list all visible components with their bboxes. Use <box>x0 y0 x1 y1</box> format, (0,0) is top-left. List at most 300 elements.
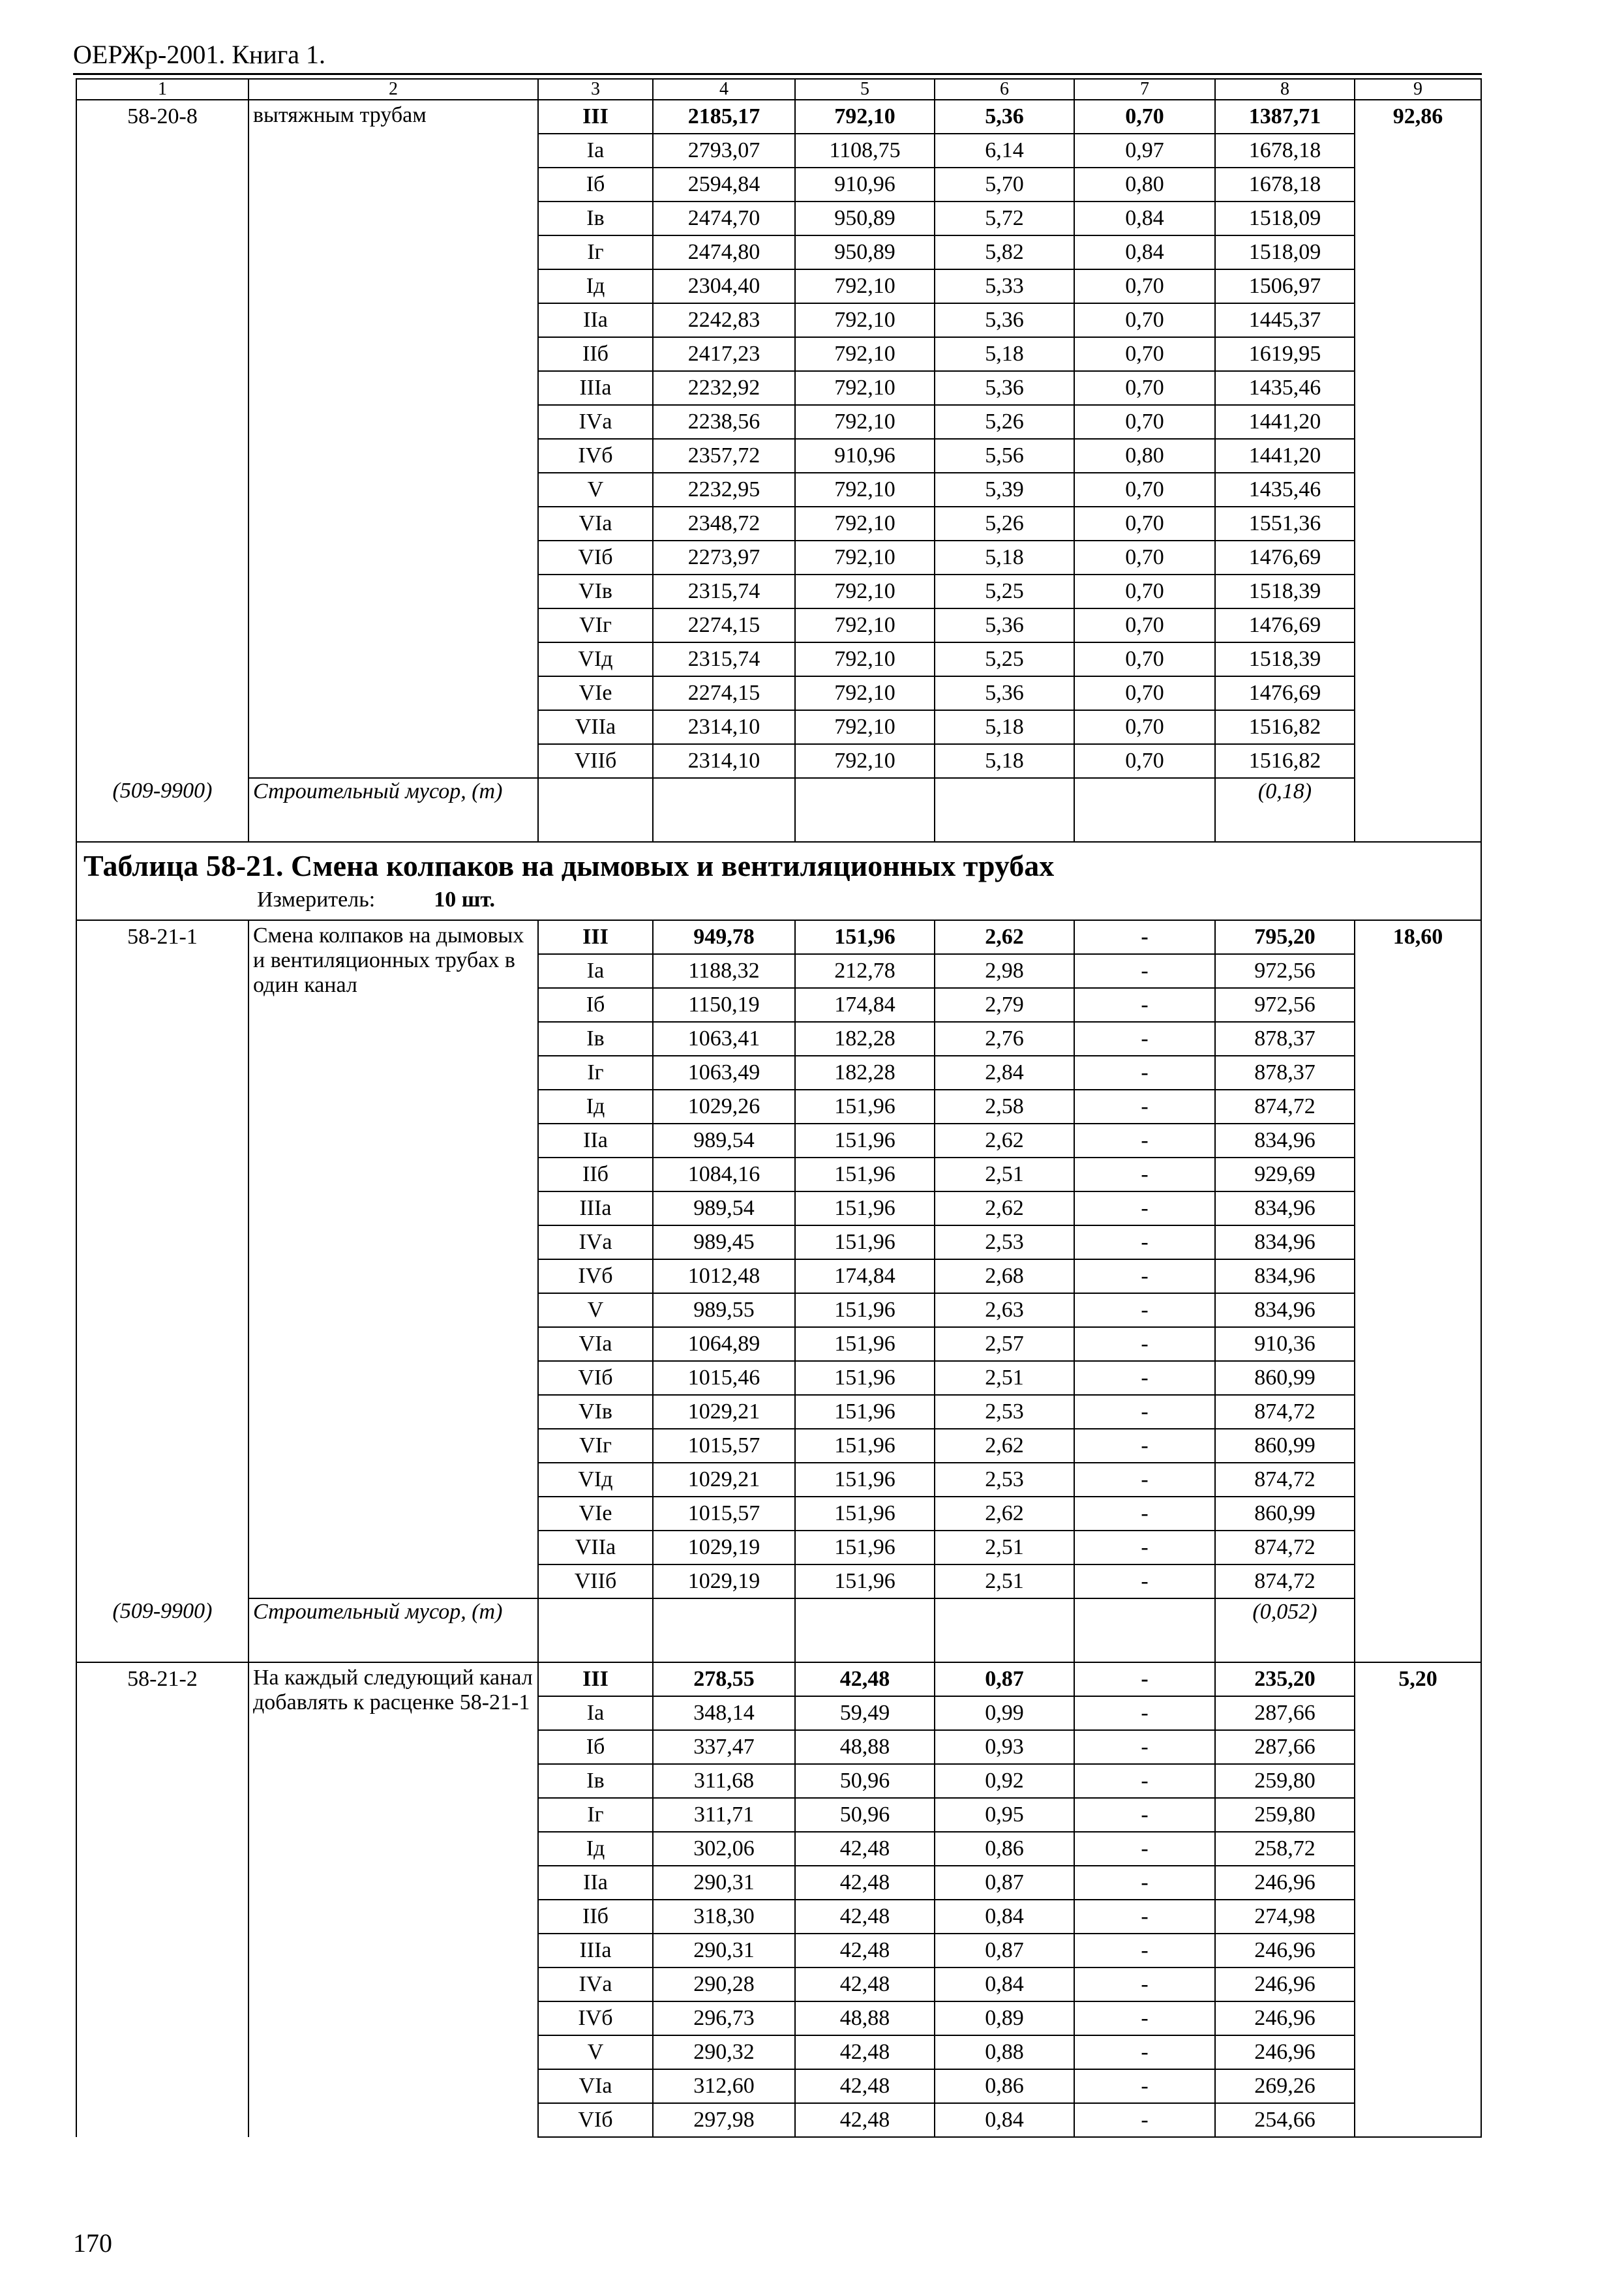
rate-value: 182,28 <box>795 1022 935 1056</box>
debris-row <box>76 778 1481 842</box>
empty-cell <box>653 1598 795 1662</box>
rate-value: 0,70 <box>1074 507 1215 541</box>
rate-value: 1435,46 <box>1215 371 1355 405</box>
rate-value: 1015,46 <box>653 1361 795 1395</box>
rate-value: 0,88 <box>935 2035 1074 2069</box>
rate-value: 1063,49 <box>653 1056 795 1090</box>
rate-value: 5,18 <box>935 541 1074 575</box>
zone-code: III <box>538 1662 653 1696</box>
zone-code: Iа <box>538 134 653 168</box>
rate-value: 2,51 <box>935 1564 1074 1598</box>
rate-value: - <box>1074 1293 1215 1327</box>
rate-value: 1188,32 <box>653 954 795 988</box>
rate-value: 834,96 <box>1215 1191 1355 1225</box>
zone-code: Iг <box>538 235 653 269</box>
rate-value: 5,18 <box>935 710 1074 744</box>
rate-value: 834,96 <box>1215 1225 1355 1259</box>
rate-value: 290,32 <box>653 2035 795 2069</box>
rate-value: 0,87 <box>935 1662 1074 1696</box>
rate-value: - <box>1074 1900 1215 1934</box>
rate-value: 50,96 <box>795 1764 935 1798</box>
zone-code: VIIа <box>538 1531 653 1564</box>
running-head: ОЕРЖр-2001. Книга 1. <box>73 40 325 69</box>
rate-value: 1518,39 <box>1215 575 1355 608</box>
rate-value: - <box>1074 1056 1215 1090</box>
zone-code: IIIа <box>538 1934 653 1967</box>
rate-value: 1678,18 <box>1215 134 1355 168</box>
rate-value: 5,39 <box>935 473 1074 507</box>
rate-description: Смена колпаков на дымовых и вентиляционных трубах в один канал <box>248 920 538 1598</box>
rate-value: 258,72 <box>1215 1832 1355 1866</box>
zone-code: III <box>538 100 653 134</box>
rate-value: 0,70 <box>1074 405 1215 439</box>
zone-code: IVб <box>538 2001 653 2035</box>
zone-code: Iд <box>538 1832 653 1866</box>
rate-value: 792,10 <box>795 676 935 710</box>
rate-value: 792,10 <box>795 303 935 337</box>
rate-value: 151,96 <box>795 1361 935 1395</box>
rate-value: 792,10 <box>795 710 935 744</box>
rate-row <box>76 100 1481 134</box>
rate-value: 5,36 <box>935 676 1074 710</box>
rate-value: - <box>1074 2103 1215 2137</box>
zone-code: Iд <box>538 269 653 303</box>
rate-value: 874,72 <box>1215 1395 1355 1429</box>
rate-value: 1387,71 <box>1215 100 1355 134</box>
rate-value: 2,62 <box>935 1191 1074 1225</box>
zone-code: VIв <box>538 575 653 608</box>
table-title-cell <box>76 842 1481 920</box>
rate-value: 151,96 <box>795 1531 935 1564</box>
rate-value: 274,98 <box>1215 1900 1355 1934</box>
rate-value: 246,96 <box>1215 1967 1355 2001</box>
rate-value: 174,84 <box>795 988 935 1022</box>
rate-value: 290,31 <box>653 1934 795 1967</box>
rate-value: 874,72 <box>1215 1531 1355 1564</box>
rate-value: 151,96 <box>795 1124 935 1158</box>
rate-value: 5,70 <box>935 168 1074 202</box>
rate-value: 0,70 <box>1074 100 1215 134</box>
rate-value: 2,63 <box>935 1293 1074 1327</box>
rate-value: 246,96 <box>1215 1866 1355 1900</box>
rate-value: 151,96 <box>795 1225 935 1259</box>
column-number-row <box>76 79 1481 100</box>
empty-cell <box>795 778 935 842</box>
rate-value: 2,62 <box>935 920 1074 954</box>
rate-value: 2,76 <box>935 1022 1074 1056</box>
rate-value: 834,96 <box>1215 1293 1355 1327</box>
zone-code: VIг <box>538 1429 653 1463</box>
rate-value: 2,68 <box>935 1259 1074 1293</box>
rate-value: 0,80 <box>1074 439 1215 473</box>
rate-value: 878,37 <box>1215 1056 1355 1090</box>
rate-value: 1015,57 <box>653 1429 795 1463</box>
zone-code: IIа <box>538 1866 653 1900</box>
rate-value: 874,72 <box>1215 1463 1355 1497</box>
rate-value: 42,48 <box>795 2035 935 2069</box>
rate-value: 972,56 <box>1215 954 1355 988</box>
rate-value: - <box>1074 954 1215 988</box>
rate-value: - <box>1074 1225 1215 1259</box>
zone-code: VIб <box>538 1361 653 1395</box>
zone-code: IIIа <box>538 371 653 405</box>
rate-value: 2,53 <box>935 1225 1074 1259</box>
rate-row <box>76 1662 1481 1696</box>
rate-value: - <box>1074 1934 1215 1967</box>
rate-value: 1029,19 <box>653 1564 795 1598</box>
rate-value: 0,70 <box>1074 269 1215 303</box>
zone-code: Iа <box>538 954 653 988</box>
rate-value: 311,68 <box>653 1764 795 1798</box>
rate-value: 792,10 <box>795 575 935 608</box>
zone-code: Iа <box>538 1696 653 1730</box>
rate-value: 42,48 <box>795 2069 935 2103</box>
col9-value: 92,86 <box>1355 100 1481 842</box>
rate-value: 2314,10 <box>653 744 795 778</box>
rate-value: 311,71 <box>653 1798 795 1832</box>
rate-value: 246,96 <box>1215 1934 1355 1967</box>
rate-value: 5,36 <box>935 303 1074 337</box>
rate-value: 2238,56 <box>653 405 795 439</box>
rate-value: 1518,09 <box>1215 235 1355 269</box>
rate-value: 302,06 <box>653 1832 795 1866</box>
rate-value: 0,84 <box>935 1967 1074 2001</box>
rate-value: 5,18 <box>935 337 1074 371</box>
rate-value: 1029,21 <box>653 1463 795 1497</box>
rate-value: - <box>1074 2069 1215 2103</box>
rate-value: 278,55 <box>653 1662 795 1696</box>
measure-line <box>83 886 1474 914</box>
rate-value: 151,96 <box>795 1429 935 1463</box>
rate-value: 0,97 <box>1074 134 1215 168</box>
zone-code: VIд <box>538 642 653 676</box>
rate-value: 0,70 <box>1074 710 1215 744</box>
column-number: 2 <box>248 79 538 100</box>
rate-value: 0,70 <box>1074 303 1215 337</box>
zone-code: VIе <box>538 1497 653 1531</box>
rate-value: 6,14 <box>935 134 1074 168</box>
rate-value: 290,31 <box>653 1866 795 1900</box>
rate-value: 254,66 <box>1215 2103 1355 2137</box>
rate-value: 2,62 <box>935 1124 1074 1158</box>
column-number: 3 <box>538 79 653 100</box>
rate-value: 1084,16 <box>653 1158 795 1191</box>
rate-value: 792,10 <box>795 337 935 371</box>
rate-value: 2357,72 <box>653 439 795 473</box>
rate-value: 1476,69 <box>1215 541 1355 575</box>
zone-code: VIв <box>538 1395 653 1429</box>
rate-value: 5,56 <box>935 439 1074 473</box>
zone-code: Iв <box>538 202 653 235</box>
rate-value: 860,99 <box>1215 1361 1355 1395</box>
rate-value: 151,96 <box>795 1395 935 1429</box>
rate-value: 2474,80 <box>653 235 795 269</box>
rate-value: 1108,75 <box>795 134 935 168</box>
rate-value: - <box>1074 1429 1215 1463</box>
rate-value: 0,70 <box>1074 337 1215 371</box>
rate-value: 1150,19 <box>653 988 795 1022</box>
rate-value: - <box>1074 1090 1215 1124</box>
header-rule <box>73 73 1482 75</box>
rate-value: 0,84 <box>1074 235 1215 269</box>
rate-value: 1516,82 <box>1215 744 1355 778</box>
rate-value: 5,18 <box>935 744 1074 778</box>
rate-value: - <box>1074 1327 1215 1361</box>
zone-code: IIб <box>538 337 653 371</box>
rate-value: 2,53 <box>935 1395 1074 1429</box>
rate-value: - <box>1074 1395 1215 1429</box>
rate-value: 834,96 <box>1215 1259 1355 1293</box>
rate-value: 950,89 <box>795 235 935 269</box>
rate-value: - <box>1074 1361 1215 1395</box>
rate-value: 2,79 <box>935 988 1074 1022</box>
rate-value: 2,62 <box>935 1429 1074 1463</box>
rate-value: 0,70 <box>1074 473 1215 507</box>
zone-code: Iб <box>538 1730 653 1764</box>
debris-value: (0,052) <box>1215 1598 1355 1662</box>
rate-value: 5,25 <box>935 575 1074 608</box>
rate-value: 174,84 <box>795 1259 935 1293</box>
column-number: 4 <box>653 79 795 100</box>
rate-value: 972,56 <box>1215 988 1355 1022</box>
rate-value: - <box>1074 1564 1215 1598</box>
rate-value: 1012,48 <box>653 1259 795 1293</box>
rate-value: 2232,95 <box>653 473 795 507</box>
rate-value: 0,70 <box>1074 744 1215 778</box>
zone-code: IIIа <box>538 1191 653 1225</box>
rate-value: 296,73 <box>653 2001 795 2035</box>
zone-code: IVб <box>538 439 653 473</box>
rate-value: 874,72 <box>1215 1090 1355 1124</box>
rate-value: 297,98 <box>653 2103 795 2137</box>
rate-value: 151,96 <box>795 1497 935 1531</box>
debris-row <box>76 1598 1481 1662</box>
rate-value: 2,51 <box>935 1531 1074 1564</box>
zone-code: Iг <box>538 1056 653 1090</box>
rate-value: 318,30 <box>653 1900 795 1934</box>
rate-value: 792,10 <box>795 269 935 303</box>
empty-cell <box>935 1598 1074 1662</box>
rate-value: 0,87 <box>935 1934 1074 1967</box>
rate-value: 2,53 <box>935 1463 1074 1497</box>
rate-value: 42,48 <box>795 1967 935 2001</box>
page-number: 170 <box>73 2228 112 2258</box>
rate-value: 795,20 <box>1215 920 1355 954</box>
rate-value: 1441,20 <box>1215 405 1355 439</box>
zone-code: VIа <box>538 1327 653 1361</box>
rate-value: 989,54 <box>653 1191 795 1225</box>
rate-value: 151,96 <box>795 1327 935 1361</box>
zone-code: V <box>538 473 653 507</box>
rate-value: 259,80 <box>1215 1764 1355 1798</box>
rate-value: 792,10 <box>795 608 935 642</box>
rate-value: 0,86 <box>935 2069 1074 2103</box>
rate-value: 2348,72 <box>653 507 795 541</box>
rate-value: - <box>1074 1531 1215 1564</box>
rate-value: 1518,09 <box>1215 202 1355 235</box>
rate-value: 1506,97 <box>1215 269 1355 303</box>
rate-value: 2273,97 <box>653 541 795 575</box>
rate-value: 2304,40 <box>653 269 795 303</box>
rate-value: 2274,15 <box>653 676 795 710</box>
rate-value: 860,99 <box>1215 1429 1355 1463</box>
col9-value: 5,20 <box>1355 1662 1481 2137</box>
zone-code: VIа <box>538 507 653 541</box>
zone-code: VIIб <box>538 1564 653 1598</box>
debris-code: (509-9900) <box>76 778 248 842</box>
rate-value: 1476,69 <box>1215 676 1355 710</box>
rate-value: 0,92 <box>935 1764 1074 1798</box>
rate-value: 0,70 <box>1074 575 1215 608</box>
rate-value: 2315,74 <box>653 575 795 608</box>
zone-code: IIб <box>538 1900 653 1934</box>
zone-code: VIб <box>538 541 653 575</box>
rate-value: 792,10 <box>795 473 935 507</box>
rate-value: - <box>1074 2035 1215 2069</box>
rate-value: 2474,70 <box>653 202 795 235</box>
zone-code: VIа <box>538 2069 653 2103</box>
rate-value: - <box>1074 1832 1215 1866</box>
rate-value: 989,54 <box>653 1124 795 1158</box>
rate-value: 1029,26 <box>653 1090 795 1124</box>
zone-code: Iв <box>538 1764 653 1798</box>
rate-value: 910,96 <box>795 168 935 202</box>
rate-value: - <box>1074 1259 1215 1293</box>
rate-value: 792,10 <box>795 507 935 541</box>
empty-cell <box>653 778 795 842</box>
zone-code: IVа <box>538 1225 653 1259</box>
debris-text: Строительный мусор, (т) <box>248 1598 538 1662</box>
rate-value: 246,96 <box>1215 2001 1355 2035</box>
rate-value: - <box>1074 1730 1215 1764</box>
rate-value: 1435,46 <box>1215 473 1355 507</box>
rate-value: 2,51 <box>935 1361 1074 1395</box>
rate-value: 48,88 <box>795 1730 935 1764</box>
column-number: 1 <box>76 79 248 100</box>
zone-code: VIIа <box>538 710 653 744</box>
rate-value: 5,25 <box>935 642 1074 676</box>
rate-code: 58-21-1 <box>76 920 248 1598</box>
rates-table <box>76 78 1482 2138</box>
rate-value: 2594,84 <box>653 168 795 202</box>
rate-value: 1516,82 <box>1215 710 1355 744</box>
rate-value: 5,26 <box>935 405 1074 439</box>
zone-code: V <box>538 2035 653 2069</box>
rate-value: 989,55 <box>653 1293 795 1327</box>
empty-cell <box>1074 1598 1215 1662</box>
zone-code: IVа <box>538 1967 653 2001</box>
empty-cell <box>538 778 653 842</box>
table-title-row <box>76 842 1481 920</box>
zone-code: III <box>538 920 653 954</box>
rate-value: 42,48 <box>795 1832 935 1866</box>
rate-value: 1445,37 <box>1215 303 1355 337</box>
rate-value: 151,96 <box>795 920 935 954</box>
rate-value: 2,51 <box>935 1158 1074 1191</box>
rate-value: 792,10 <box>795 371 935 405</box>
measure-value: 10 шт. <box>434 888 496 912</box>
rate-value: 2314,10 <box>653 710 795 744</box>
rate-value: 910,96 <box>795 439 935 473</box>
rate-value: 0,80 <box>1074 168 1215 202</box>
rate-value: - <box>1074 1022 1215 1056</box>
zone-code: VIб <box>538 2103 653 2137</box>
debris-value: (0,18) <box>1215 778 1355 842</box>
rate-value: 2232,92 <box>653 371 795 405</box>
rate-value: 989,45 <box>653 1225 795 1259</box>
rate-value: 792,10 <box>795 541 935 575</box>
rate-value: 259,80 <box>1215 1798 1355 1832</box>
rate-value: - <box>1074 1124 1215 1158</box>
rate-value: 950,89 <box>795 202 935 235</box>
zone-code: Iв <box>538 1022 653 1056</box>
rate-value: - <box>1074 1967 1215 2001</box>
rate-value: 5,36 <box>935 371 1074 405</box>
rate-value: 2,58 <box>935 1090 1074 1124</box>
rate-value: 182,28 <box>795 1056 935 1090</box>
rate-value: 929,69 <box>1215 1158 1355 1191</box>
rate-value: 949,78 <box>653 920 795 954</box>
rate-value: 0,99 <box>935 1696 1074 1730</box>
debris-code: (509-9900) <box>76 1598 248 1662</box>
rate-value: 50,96 <box>795 1798 935 1832</box>
rate-value: 1476,69 <box>1215 608 1355 642</box>
rate-value: 5,33 <box>935 269 1074 303</box>
rate-value: 2,98 <box>935 954 1074 988</box>
rate-value: 2242,83 <box>653 303 795 337</box>
rate-value: 2793,07 <box>653 134 795 168</box>
rate-value: 59,49 <box>795 1696 935 1730</box>
rate-value: 42,48 <box>795 1934 935 1967</box>
rate-value: 2417,23 <box>653 337 795 371</box>
rate-value: 151,96 <box>795 1463 935 1497</box>
zone-code: Iб <box>538 168 653 202</box>
zone-code: V <box>538 1293 653 1327</box>
column-number: 7 <box>1074 79 1215 100</box>
empty-cell <box>538 1598 653 1662</box>
rate-value: 5,36 <box>935 100 1074 134</box>
zone-code: Iд <box>538 1090 653 1124</box>
rate-value: 151,96 <box>795 1090 935 1124</box>
rate-value: 1064,89 <box>653 1327 795 1361</box>
rates-table-body <box>76 79 1481 2137</box>
zone-code: IIа <box>538 1124 653 1158</box>
rate-value: 792,10 <box>795 100 935 134</box>
column-number: 9 <box>1355 79 1481 100</box>
rate-value: 287,66 <box>1215 1696 1355 1730</box>
rate-value: 0,70 <box>1074 371 1215 405</box>
zone-code: VIг <box>538 608 653 642</box>
rate-value: 42,48 <box>795 1866 935 1900</box>
rate-value: 2,57 <box>935 1327 1074 1361</box>
rate-value: 792,10 <box>795 642 935 676</box>
rate-value: 337,47 <box>653 1730 795 1764</box>
rate-value: 0,70 <box>1074 676 1215 710</box>
table-title: Таблица 58-21. Смена колпаков на дымовых и вентиляционных трубах <box>83 849 1055 882</box>
rate-value: 5,72 <box>935 202 1074 235</box>
rate-value: 212,78 <box>795 954 935 988</box>
rate-row <box>76 920 1481 954</box>
rate-value: - <box>1074 1191 1215 1225</box>
rate-value: 42,48 <box>795 1900 935 1934</box>
rate-value: 1441,20 <box>1215 439 1355 473</box>
rate-value: 0,70 <box>1074 608 1215 642</box>
rate-value: 2315,74 <box>653 642 795 676</box>
rate-value: 42,48 <box>795 2103 935 2137</box>
rate-value: 1029,21 <box>653 1395 795 1429</box>
rate-value: 1029,19 <box>653 1531 795 1564</box>
rate-value: 1678,18 <box>1215 168 1355 202</box>
